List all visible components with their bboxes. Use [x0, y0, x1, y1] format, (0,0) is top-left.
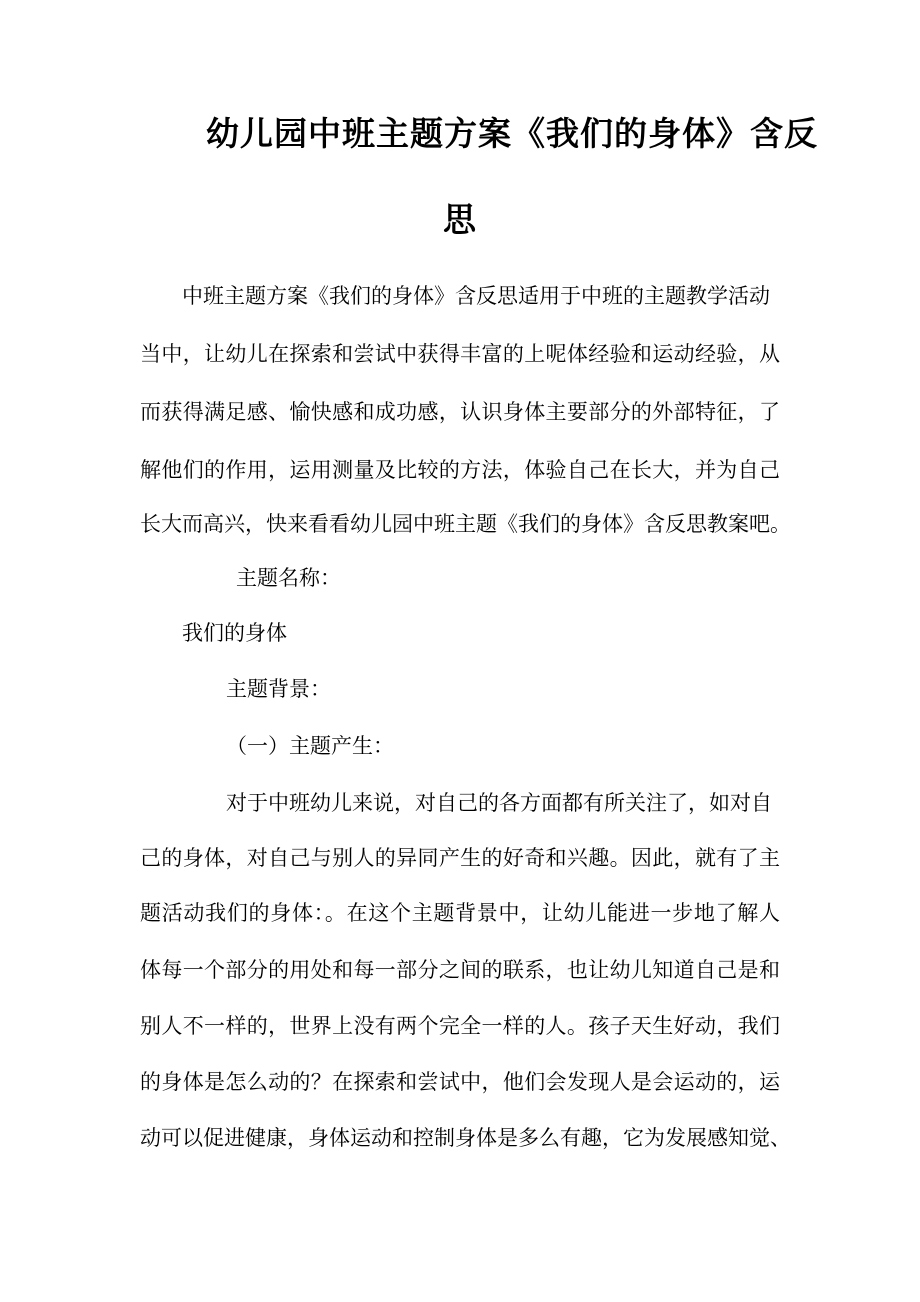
document-title-line-2: 思 [443, 200, 477, 239]
body-line: 的身体是怎么动的？在探索和尝试中，他们会发现人是会运动的，运 [140, 1070, 780, 1094]
theme-name-value: 我们的身体 [182, 621, 287, 645]
body-line: 对于中班幼儿来说，对自己的各方面都有所关注了，如对自 [226, 791, 772, 815]
theme-name-label: 主题名称： [236, 566, 341, 590]
document-title-line-1: 幼儿园中班主题方案《我们的身体》含反 [206, 114, 818, 153]
intro-line: 中班主题方案《我们的身体》含反思适用于中班的主题教学活动 [182, 284, 770, 308]
body-line: 动可以促进健康，身体运动和控制身体是多么有趣，它为发展感知觉、 [140, 1126, 791, 1150]
body-line: 体每一个部分的用处和每一部分之间的联系，也让幼儿知道自己是和 [140, 958, 780, 982]
body-line: 己的身体，对自己与别人的异同产生的好奇和兴趣。因此，就有了主 [140, 846, 780, 870]
intro-line: 而获得满足感、愉快感和成功感，认识身体主要部分的外部特征，了 [140, 400, 780, 424]
body-line: 题活动我们的身体：。在这个主题背景中，让幼儿能进一步地了解人 [140, 901, 780, 925]
intro-line: 解他们的作用，运用测量及比较的方法，体验自己在长大，并为自己 [140, 458, 780, 482]
intro-line: 长大而高兴，快来看看幼儿园中班主题《我们的身体》含反思教案吧。 [140, 512, 791, 536]
body-line: 别人不一样的，世界上没有两个完全一样的人。孩子天生好动，我们 [140, 1014, 780, 1038]
intro-line: 当中，让幼儿在探索和尝试中获得丰富的上呢体经验和运动经验，从 [140, 342, 780, 366]
theme-background-label: 主题背景： [226, 677, 331, 701]
subsection-heading: （一）主题产生： [226, 734, 394, 758]
